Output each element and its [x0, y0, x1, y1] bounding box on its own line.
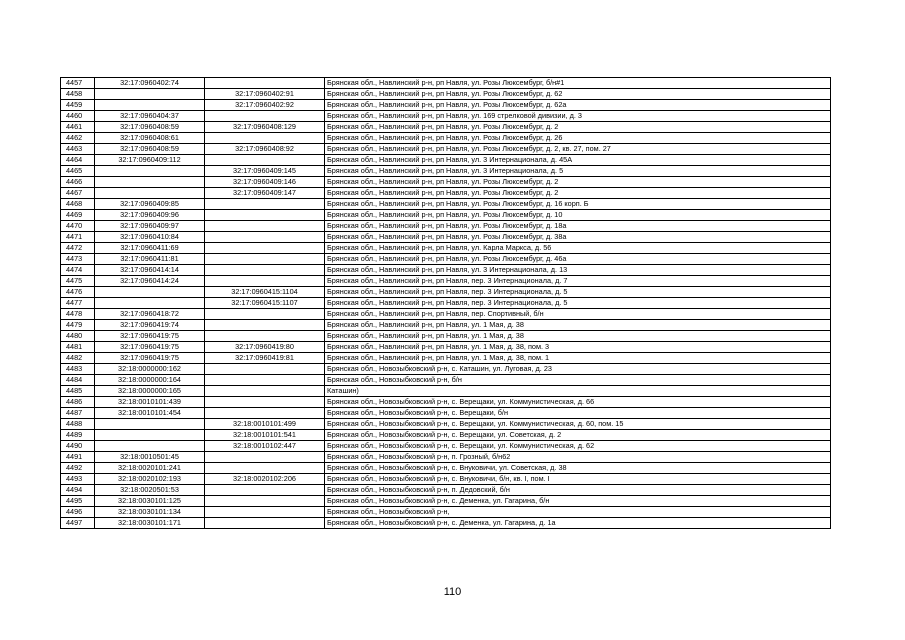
address-cell: Брянская обл., Навлинский р-н, рп Навля, ул. Карла Маркса, д. 56	[325, 243, 831, 254]
table-row	[61, 353, 831, 364]
related-cadastral-number-cell	[205, 408, 325, 419]
row-number-cell: 4479	[61, 320, 95, 331]
related-cadastral-number-cell: 32:17:0960415:1107	[205, 298, 325, 309]
address-cell: Брянская обл., Навлинский р-н, рп Навля, ул. Розы Люксембург, д. 26	[325, 133, 831, 144]
table-row	[61, 210, 831, 221]
cadastral-number-cell: 32:18:0030101:134	[95, 507, 205, 518]
related-cadastral-number-cell: 32:18:0010102:447	[205, 441, 325, 452]
table-row	[61, 89, 831, 100]
address-cell: Брянская обл., Навлинский р-н, рп Навля, ул. 1 Мая, д. 38, пом. 1	[325, 353, 831, 364]
table-row	[61, 331, 831, 342]
table-row	[61, 100, 831, 111]
table-row	[61, 408, 831, 419]
table-row	[61, 177, 831, 188]
table-row	[61, 342, 831, 353]
row-number-cell: 4487	[61, 408, 95, 419]
related-cadastral-number-cell: 32:18:0010101:499	[205, 419, 325, 430]
registry-table	[60, 77, 831, 529]
related-cadastral-number-cell	[205, 320, 325, 331]
cadastral-number-cell: 32:18:0020102:193	[95, 474, 205, 485]
related-cadastral-number-cell	[205, 331, 325, 342]
cadastral-number-cell: 32:17:0960419:75	[95, 342, 205, 353]
cadastral-number-cell: 32:18:0030101:171	[95, 518, 205, 529]
table-row	[61, 221, 831, 232]
cadastral-number-cell: 32:17:0960404:37	[95, 111, 205, 122]
address-cell: Брянская обл., Навлинский р-н, рп Навля, ул. Розы Люксембург, д. 2, кв. 27, пом. 27	[325, 144, 831, 155]
related-cadastral-number-cell	[205, 463, 325, 474]
row-number-cell: 4494	[61, 485, 95, 496]
address-cell: Брянская обл., Навлинский р-н, рп Навля, пер. Спортивный, б/н	[325, 309, 831, 320]
row-number-cell: 4497	[61, 518, 95, 529]
row-number-cell: 4480	[61, 331, 95, 342]
address-cell: Брянская обл., Навлинский р-н, рп Навля, ул. 3 Интернационала, д. 45А	[325, 155, 831, 166]
row-number-cell: 4484	[61, 375, 95, 386]
row-number-cell: 4473	[61, 254, 95, 265]
address-cell: Брянская обл., Навлинский р-н, рп Навля, пер. 3 Интернационала, д. 7	[325, 276, 831, 287]
table-row	[61, 386, 831, 397]
related-cadastral-number-cell: 32:17:0960419:80	[205, 342, 325, 353]
related-cadastral-number-cell	[205, 199, 325, 210]
cadastral-number-cell	[95, 430, 205, 441]
row-number-cell: 4459	[61, 100, 95, 111]
row-number-cell: 4461	[61, 122, 95, 133]
table-row	[61, 243, 831, 254]
table-row	[61, 364, 831, 375]
address-cell: Брянская обл., Навлинский р-н, рп Навля, ул. Розы Люксембург, д. 38а	[325, 232, 831, 243]
related-cadastral-number-cell: 32:17:0960409:146	[205, 177, 325, 188]
address-cell: Брянская обл., Навлинский р-н, рп Навля, ул. Розы Люксембург, д. 2	[325, 188, 831, 199]
cadastral-number-cell: 32:18:0010101:454	[95, 408, 205, 419]
related-cadastral-number-cell	[205, 375, 325, 386]
related-cadastral-number-cell	[205, 452, 325, 463]
row-number-cell: 4468	[61, 199, 95, 210]
address-cell: Брянская обл., Навлинский р-н, рп Навля, ул. Розы Люксембург, д. 62	[325, 89, 831, 100]
cadastral-number-cell	[95, 89, 205, 100]
address-cell: Брянская обл., Навлинский р-н, рп Навля, ул. 1 Мая, д. 38	[325, 331, 831, 342]
row-number-cell: 4478	[61, 309, 95, 320]
related-cadastral-number-cell	[205, 78, 325, 89]
cadastral-number-cell: 32:17:0960408:61	[95, 133, 205, 144]
row-number-cell: 4496	[61, 507, 95, 518]
row-number-cell: 4476	[61, 287, 95, 298]
cadastral-number-cell: 32:17:0960419:75	[95, 331, 205, 342]
row-number-cell: 4470	[61, 221, 95, 232]
table-row	[61, 188, 831, 199]
related-cadastral-number-cell	[205, 496, 325, 507]
row-number-cell: 4462	[61, 133, 95, 144]
cadastral-number-cell: 32:18:0020101:241	[95, 463, 205, 474]
table-row	[61, 133, 831, 144]
cadastral-number-cell	[95, 100, 205, 111]
address-cell: Брянская обл., Новозыбковский р-н, с. Деменка, ул. Гагарина, б/н	[325, 496, 831, 507]
row-number-cell: 4485	[61, 386, 95, 397]
cadastral-number-cell	[95, 177, 205, 188]
address-cell: Брянская обл., Навлинский р-н, рп Навля, ул. Розы Люксембург, б/н#1	[325, 78, 831, 89]
cadastral-number-cell: 32:17:0960410:84	[95, 232, 205, 243]
cadastral-number-cell: 32:17:0960419:74	[95, 320, 205, 331]
address-cell: Брянская обл., Новозыбковский р-н, с. Внуковичи, ул. Советская, д. 38	[325, 463, 831, 474]
row-number-cell: 4457	[61, 78, 95, 89]
row-number-cell: 4481	[61, 342, 95, 353]
cadastral-number-cell: 32:18:0020501:53	[95, 485, 205, 496]
cadastral-number-cell: 32:18:0000000:164	[95, 375, 205, 386]
cadastral-number-cell	[95, 188, 205, 199]
row-number-cell: 4495	[61, 496, 95, 507]
related-cadastral-number-cell	[205, 507, 325, 518]
page-number: 110	[443, 586, 462, 598]
cadastral-number-cell: 32:17:0960414:14	[95, 265, 205, 276]
address-cell: Брянская обл., Навлинский р-н, рп Навля, ул. Розы Люксембург, д. 2	[325, 122, 831, 133]
address-cell: Брянская обл., Новозыбковский р-н, п. Дедовский, б/н	[325, 485, 831, 496]
row-number-cell: 4465	[61, 166, 95, 177]
row-number-cell: 4458	[61, 89, 95, 100]
row-number-cell: 4467	[61, 188, 95, 199]
table-row	[61, 155, 831, 166]
cadastral-number-cell: 32:17:0960409:96	[95, 210, 205, 221]
row-number-cell: 4477	[61, 298, 95, 309]
related-cadastral-number-cell	[205, 155, 325, 166]
related-cadastral-number-cell: 32:18:0010101:541	[205, 430, 325, 441]
related-cadastral-number-cell: 32:17:0960409:147	[205, 188, 325, 199]
cadastral-number-cell	[95, 298, 205, 309]
table-row	[61, 265, 831, 276]
cadastral-number-cell: 32:17:0960411:81	[95, 254, 205, 265]
table-row	[61, 452, 831, 463]
related-cadastral-number-cell	[205, 243, 325, 254]
cadastral-number-cell: 32:17:0960409:97	[95, 221, 205, 232]
address-cell: Брянская обл., Новозыбковский р-н, б/н	[325, 375, 831, 386]
row-number-cell: 4472	[61, 243, 95, 254]
cadastral-number-cell: 32:17:0960418:72	[95, 309, 205, 320]
cadastral-number-cell: 32:17:0960408:59	[95, 122, 205, 133]
registry-table-body	[61, 78, 831, 529]
row-number-cell: 4469	[61, 210, 95, 221]
table-row	[61, 430, 831, 441]
address-cell: Брянская обл., Навлинский р-н, рп Навля, ул. Розы Люксембург, д. 10	[325, 210, 831, 221]
table-row	[61, 375, 831, 386]
address-cell: Брянская обл., Навлинский р-н, рп Навля, ул. 169 стрелковой дивизии, д. 3	[325, 111, 831, 122]
table-row	[61, 111, 831, 122]
row-number-cell: 4460	[61, 111, 95, 122]
table-row	[61, 309, 831, 320]
cadastral-number-cell: 32:18:0010101:439	[95, 397, 205, 408]
related-cadastral-number-cell: 32:17:0960402:91	[205, 89, 325, 100]
row-number-cell: 4489	[61, 430, 95, 441]
table-row	[61, 496, 831, 507]
row-number-cell: 4492	[61, 463, 95, 474]
cadastral-number-cell	[95, 166, 205, 177]
row-number-cell: 4464	[61, 155, 95, 166]
related-cadastral-number-cell	[205, 133, 325, 144]
address-cell: Брянская обл., Навлинский р-н, рп Навля, ул. 3 Интернационала, д. 5	[325, 166, 831, 177]
address-cell: Брянская обл., Новозыбковский р-н, с. Каташин, ул. Луговая, д. 23	[325, 364, 831, 375]
table-row	[61, 254, 831, 265]
table-row	[61, 485, 831, 496]
related-cadastral-number-cell: 32:17:0960402:92	[205, 100, 325, 111]
cadastral-number-cell: 32:17:0960414:24	[95, 276, 205, 287]
related-cadastral-number-cell	[205, 386, 325, 397]
address-cell: Брянская обл., Навлинский р-н, рп Навля, пер. 3 Интернационала, д. 5	[325, 298, 831, 309]
table-row	[61, 122, 831, 133]
row-number-cell: 4482	[61, 353, 95, 364]
address-cell: Брянская обл., Новозыбковский р-н, с. Верещаки, ул. Коммунистическая, д. 62	[325, 441, 831, 452]
cadastral-number-cell: 32:17:0960408:59	[95, 144, 205, 155]
related-cadastral-number-cell	[205, 518, 325, 529]
cadastral-number-cell: 32:17:0960419:75	[95, 353, 205, 364]
address-cell: Брянская обл., Навлинский р-н, рп Навля, ул. Розы Люксембург, д. 46а	[325, 254, 831, 265]
row-number-cell: 4490	[61, 441, 95, 452]
row-number-cell: 4488	[61, 419, 95, 430]
related-cadastral-number-cell	[205, 111, 325, 122]
related-cadastral-number-cell	[205, 364, 325, 375]
row-number-cell: 4466	[61, 177, 95, 188]
related-cadastral-number-cell	[205, 254, 325, 265]
cadastral-number-cell: 32:18:0000000:162	[95, 364, 205, 375]
table-row	[61, 419, 831, 430]
related-cadastral-number-cell: 32:17:0960415:1104	[205, 287, 325, 298]
cadastral-number-cell: 32:18:0030101:125	[95, 496, 205, 507]
address-cell: Брянская обл., Навлинский р-н, рп Навля, ул. Розы Люксембург, д. 62а	[325, 100, 831, 111]
cadastral-number-cell	[95, 441, 205, 452]
row-number-cell: 4463	[61, 144, 95, 155]
row-number-cell: 4491	[61, 452, 95, 463]
table-row	[61, 474, 831, 485]
table-row	[61, 287, 831, 298]
address-cell: Брянская обл., Навлинский р-н, рп Навля, ул. Розы Люксембург, д. 18а	[325, 221, 831, 232]
address-cell: Брянская обл., Навлинский р-н, рп Навля, ул. 1 Мая, д. 38, пом. 3	[325, 342, 831, 353]
cadastral-number-cell: 32:17:0960409:85	[95, 199, 205, 210]
table-row	[61, 518, 831, 529]
cadastral-number-cell: 32:17:0960411:69	[95, 243, 205, 254]
row-number-cell: 4474	[61, 265, 95, 276]
address-cell: Брянская обл., Новозыбковский р-н, с. Верещаки, ул. Коммунистическая, д. 60, пом. 15	[325, 419, 831, 430]
cadastral-number-cell: 32:18:0010501:45	[95, 452, 205, 463]
table-row	[61, 298, 831, 309]
row-number-cell: 4475	[61, 276, 95, 287]
row-number-cell: 4493	[61, 474, 95, 485]
related-cadastral-number-cell: 32:17:0960408:92	[205, 144, 325, 155]
table-row	[61, 507, 831, 518]
address-cell: Брянская обл., Новозыбковский р-н,	[325, 507, 831, 518]
related-cadastral-number-cell: 32:18:0020102:206	[205, 474, 325, 485]
related-cadastral-number-cell	[205, 221, 325, 232]
address-cell: Брянская обл., Навлинский р-н, рп Навля, ул. 1 Мая, д. 38	[325, 320, 831, 331]
table-row	[61, 397, 831, 408]
cadastral-number-cell	[95, 287, 205, 298]
table-row	[61, 276, 831, 287]
related-cadastral-number-cell	[205, 485, 325, 496]
row-number-cell: 4471	[61, 232, 95, 243]
cadastral-number-cell: 32:17:0960402:74	[95, 78, 205, 89]
related-cadastral-number-cell	[205, 265, 325, 276]
related-cadastral-number-cell: 32:17:0960409:145	[205, 166, 325, 177]
related-cadastral-number-cell: 32:17:0960419:81	[205, 353, 325, 364]
row-number-cell: 4486	[61, 397, 95, 408]
address-cell: Брянская обл., Навлинский р-н, рп Навля, ул. 3 Интернационала, д. 13	[325, 265, 831, 276]
table-row	[61, 144, 831, 155]
cadastral-number-cell: 32:17:0960409:112	[95, 155, 205, 166]
address-cell: Брянская обл., Новозыбковский р-н, с. Деменка, ул. Гагарина, д. 1а	[325, 518, 831, 529]
address-cell: Брянская обл., Новозыбковский р-н, с. Верещаки, б/н	[325, 408, 831, 419]
address-cell: Брянская обл., Новозыбковский р-н, п. Грозный, б/н62	[325, 452, 831, 463]
row-number-cell: 4483	[61, 364, 95, 375]
table-row	[61, 78, 831, 89]
related-cadastral-number-cell	[205, 232, 325, 243]
table-row	[61, 463, 831, 474]
address-cell: Брянская обл., Навлинский р-н, рп Навля, ул. Розы Люксембург, д. 16 корп. Б	[325, 199, 831, 210]
address-cell: Брянская обл., Навлинский р-н, рп Навля, пер. 3 Интернационала, д. 5	[325, 287, 831, 298]
related-cadastral-number-cell: 32:17:0960408:129	[205, 122, 325, 133]
address-cell: Брянская обл., Новозыбковский р-н, с. Внуковичи, б/н, кв. I, пом. I	[325, 474, 831, 485]
related-cadastral-number-cell	[205, 397, 325, 408]
table-row	[61, 199, 831, 210]
related-cadastral-number-cell	[205, 309, 325, 320]
address-cell: Брянская обл., Навлинский р-н, рп Навля, ул. Розы Люксембург, д. 2	[325, 177, 831, 188]
table-row	[61, 166, 831, 177]
table-row	[61, 320, 831, 331]
address-cell: Брянская обл., Новозыбковский р-н, с. Верещаки, ул. Коммунистическая, д. 66	[325, 397, 831, 408]
related-cadastral-number-cell	[205, 210, 325, 221]
table-row	[61, 232, 831, 243]
address-cell: Брянская обл., Новозыбковский р-н, с. Верещаки, ул. Советская, д. 2	[325, 430, 831, 441]
table-row	[61, 441, 831, 452]
cadastral-number-cell: 32:18:0000000:165	[95, 386, 205, 397]
related-cadastral-number-cell	[205, 276, 325, 287]
cadastral-number-cell	[95, 419, 205, 430]
address-cell: Каташин)	[325, 386, 831, 397]
